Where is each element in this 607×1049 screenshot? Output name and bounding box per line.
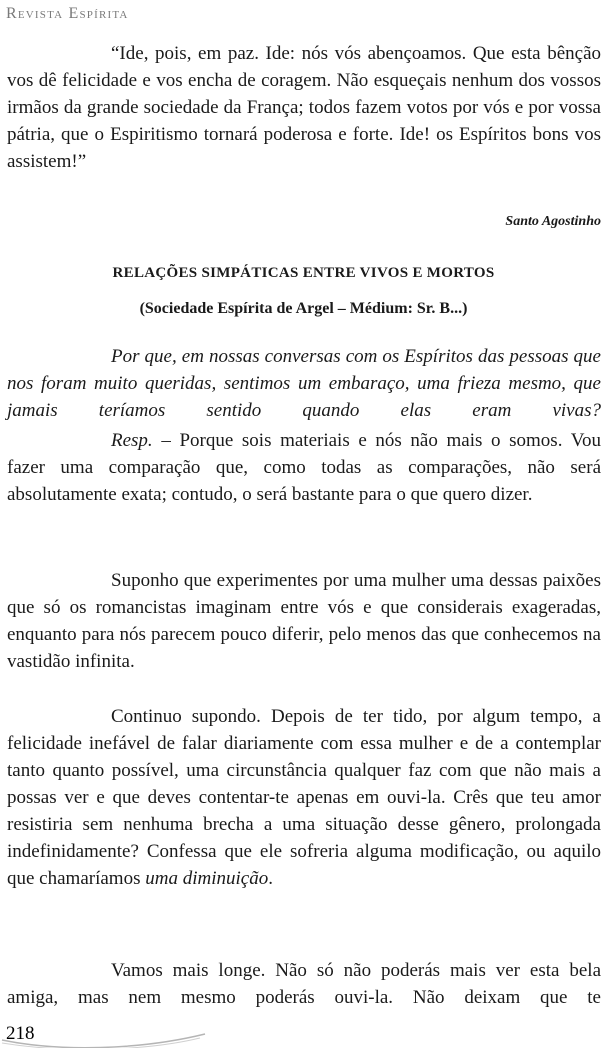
- paragraph-2: Suponho que experimentes por uma mulher uma dessas paixões que só os romancistas imaginam entre vós e que considerais exageradas, enquanto para nós parecem pouco diferir, pelo menos das que conhecemos na vastidão infinita.: [7, 570, 601, 672]
- running-header: Revista Espírita: [6, 5, 129, 22]
- section-subtitle: (Sociedade Espírita de Argel – Médium: Sr. B...): [139, 300, 468, 317]
- signature: Santo Agostinho: [505, 214, 601, 229]
- page-number: 218: [6, 1023, 35, 1044]
- answer-label: Resp.: [111, 430, 153, 451]
- answer-paragraph: [7, 427, 601, 508]
- paragraph-3-end: .: [268, 868, 273, 889]
- paragraph-3-italic: uma diminuição: [145, 868, 269, 889]
- answer-text: – Porque sois materiais e nós não mais o somos. Vou fazer uma comparação que, como todas as comparações, não será absolutamente exata; contudo, o será bastante para o que quero dizer.: [7, 430, 601, 505]
- paragraph-3: [7, 703, 601, 892]
- question-paragraph: [7, 343, 601, 424]
- paragraph-3-text: Continuo supondo. Depois de ter tido, por algum tempo, a felicidade inefável de falar diariamente com essa mulher e de a contemplar tanto quanto possível, uma circunstância qualquer faz com que não mais a possas ver e que deves contentar-te apenas em ouvi-la. Crês que teu amor resistiria sem nenhuma brecha a uma situação desse gênero, prolongada indefinidamente? Confessa que ele sofreria alguma modificação, ou aquilo que chamaríamos: [7, 706, 601, 889]
- quote-paragraph: “Ide, pois, em paz. Ide: nós vós abençoamos. Que esta bênção vos dê felicidade e vos encha de coragem. Não esqueçais nenhum dos vossos irmãos da grande sociedade da França; todos fazem votos por vós e por vossa pátria, que o Espiritismo tornará poderosa e forte. Ide! os Espíritos bons vos assistem!”: [7, 43, 601, 172]
- paragraph-4: Vamos mais longe. Não só não poderás mais ver esta bela amiga, mas nem mesmo poderás ouvi-la. Não deixam que te: [7, 960, 601, 1008]
- section-title: RELAÇÕES SIMPÁTICAS ENTRE VIVOS E MORTOS: [112, 265, 495, 281]
- question-text: Por que, em nossas conversas com os Espíritos das pessoas que nos foram muito queridas, sentimos um embaraço, uma frieza mesmo, que jamais teríamos sentido quando elas eram vivas?: [7, 346, 601, 421]
